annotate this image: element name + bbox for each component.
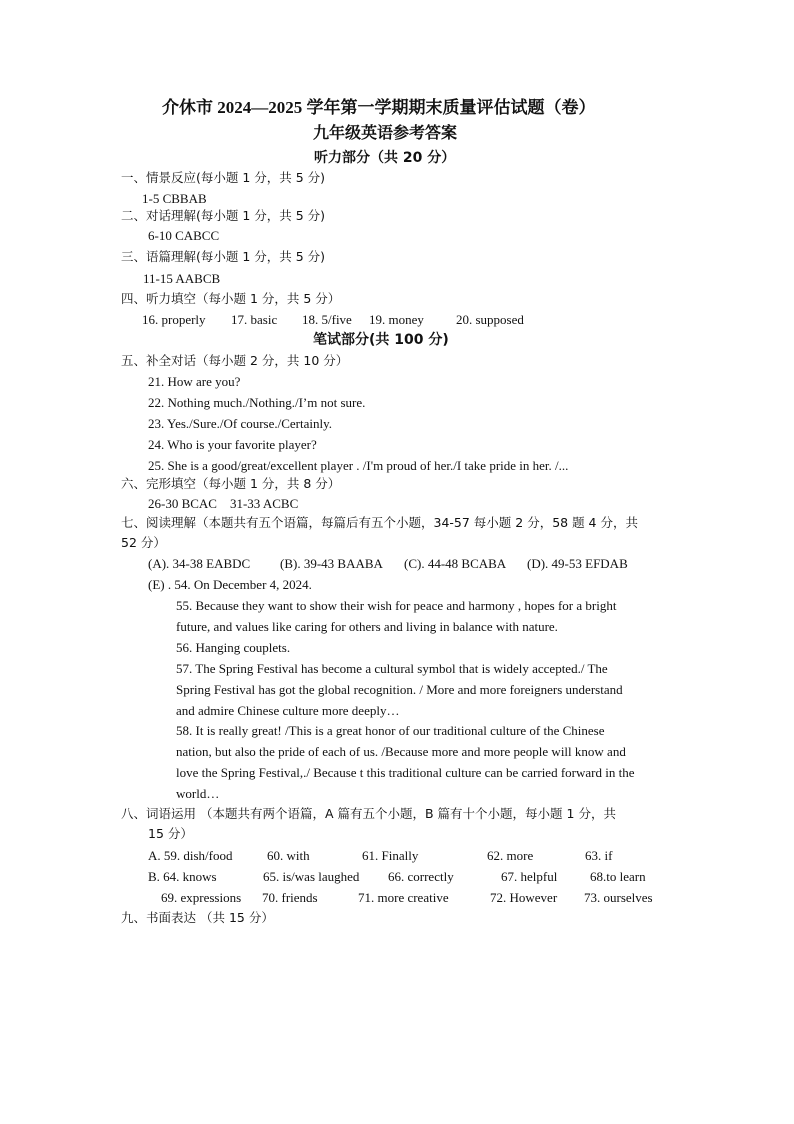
vocab-b-69: 69. expressions — [161, 890, 242, 905]
section-4-heading: 四、听力填空（每小题 1 分，共 5 分） — [121, 291, 341, 306]
answer-58-line-1: 58. It is really great! /This is a great honor of our traditional culture of the Chinese — [176, 723, 605, 738]
section-7-heading: 七、阅读理解（本题共有五个语篇，每篇后有五个小题，34-57 每小题 2 分，58 题 4 分，共 — [121, 515, 638, 530]
vocab-b-70: 70. friends — [262, 890, 318, 905]
answer-57-line-2: Spring Festival has got the global recognition. / More and more foreigners understand — [176, 682, 623, 697]
section-1-heading: 一、情景反应(每小题 1 分，共 5 分) — [121, 170, 326, 185]
answer-55-line-1: 55. Because they want to show their wish for peace and harmony , hopes for a bright — [176, 598, 617, 613]
answer-22: 22. Nothing much./Nothing./I’m not sure. — [148, 395, 366, 410]
vocab-a-59: A. 59. dish/food — [148, 848, 233, 863]
reading-b: (B). 39-43 BAABA — [280, 556, 383, 571]
section-2-heading: 二、对话理解(每小题 1 分，共 5 分) — [121, 208, 326, 223]
answer-24: 24. Who is your favorite player? — [148, 437, 317, 452]
vocab-a-60: 60. with — [267, 848, 310, 863]
reading-e-54: (E) . 54. On December 4, 2024. — [148, 577, 312, 592]
written-part-heading: 笔试部分(共 100 分) — [313, 332, 449, 348]
reading-d: (D). 49-53 EFDAB — [527, 556, 628, 571]
section-3-answer: 11-15 AABCB — [143, 271, 221, 286]
section-8-heading: 八、词语运用 （本题共有两个语篇，A 篇有五个小题，B 篇有十个小题，每小题 1 分，共 — [121, 806, 616, 821]
answer-58-line-2: nation, but also the pride of each of us. /Because more and more people will know and — [176, 744, 626, 759]
section-5-heading: 五、补全对话（每小题 2 分，共 10 分） — [121, 353, 349, 368]
vocab-b-68: 68.to learn — [590, 869, 646, 884]
answer-17: 17. basic — [231, 312, 278, 327]
answer-25: 25. She is a good/great/excellent player . /I'm proud of her./I take pride in her. /... — [148, 458, 569, 473]
listening-part-heading: 听力部分（共 20 分） — [314, 150, 456, 166]
answer-55-line-2: future, and values like caring for others and living in balance with nature. — [176, 619, 558, 634]
answer-18: 18. 5/five — [302, 312, 352, 327]
answer-58-line-4: world… — [176, 786, 220, 801]
vocab-b-64: B. 64. knows — [148, 869, 217, 884]
section-7-heading-cont: 52 分） — [121, 535, 166, 550]
vocab-b-67: 67. helpful — [501, 869, 558, 884]
vocab-a-61: 61. Finally — [362, 848, 419, 863]
vocab-b-66: 66. correctly — [388, 869, 454, 884]
answer-20: 20. supposed — [456, 312, 524, 327]
reading-a: (A). 34-38 EABDC — [148, 556, 251, 571]
answer-23: 23. Yes./Sure./Of course./Certainly. — [148, 416, 333, 431]
answer-56: 56. Hanging couplets. — [176, 640, 291, 655]
answer-57-line-3: and admire Chinese culture more deeply… — [176, 703, 400, 718]
answer-16: 16. properly — [142, 312, 206, 327]
document-subtitle: 九年级英语参考答案 — [313, 125, 458, 142]
section-8-heading-cont: 15 分） — [148, 826, 193, 841]
answer-21: 21. How are you? — [148, 374, 241, 389]
section-1-answer: 1-5 CBBAB — [142, 191, 207, 206]
vocab-b-71: 71. more creative — [358, 890, 449, 905]
vocab-b-73: 73. ourselves — [584, 890, 653, 905]
vocab-a-63: 63. if — [585, 848, 613, 863]
vocab-b-65: 65. is/was laughed — [263, 869, 360, 884]
answer-19: 19. money — [369, 312, 424, 327]
section-3-heading: 三、语篇理解(每小题 1 分，共 5 分) — [121, 249, 326, 264]
answer-58-line-3: love the Spring Festival,./ Because t this traditional culture can be carried forward in the — [176, 765, 635, 780]
vocab-b-72: 72. However — [490, 890, 558, 905]
section-2-answer: 6-10 CABCC — [148, 228, 220, 243]
vocab-a-62: 62. more — [487, 848, 534, 863]
section-6-answer: 26-30 BCAC 31-33 ACBC — [148, 496, 299, 511]
answer-57-line-1: 57. The Spring Festival has become a cultural symbol that is widely accepted./ The — [176, 661, 608, 676]
section-6-heading: 六、完形填空（每小题 1 分，共 8 分） — [121, 476, 341, 491]
document-title: 介休市 2024—2025 学年第一学期期末质量评估试题（卷） — [162, 98, 596, 117]
section-9-heading: 九、书面表达 （共 15 分） — [121, 910, 274, 925]
reading-c: (C). 44-48 BCABA — [404, 556, 507, 571]
